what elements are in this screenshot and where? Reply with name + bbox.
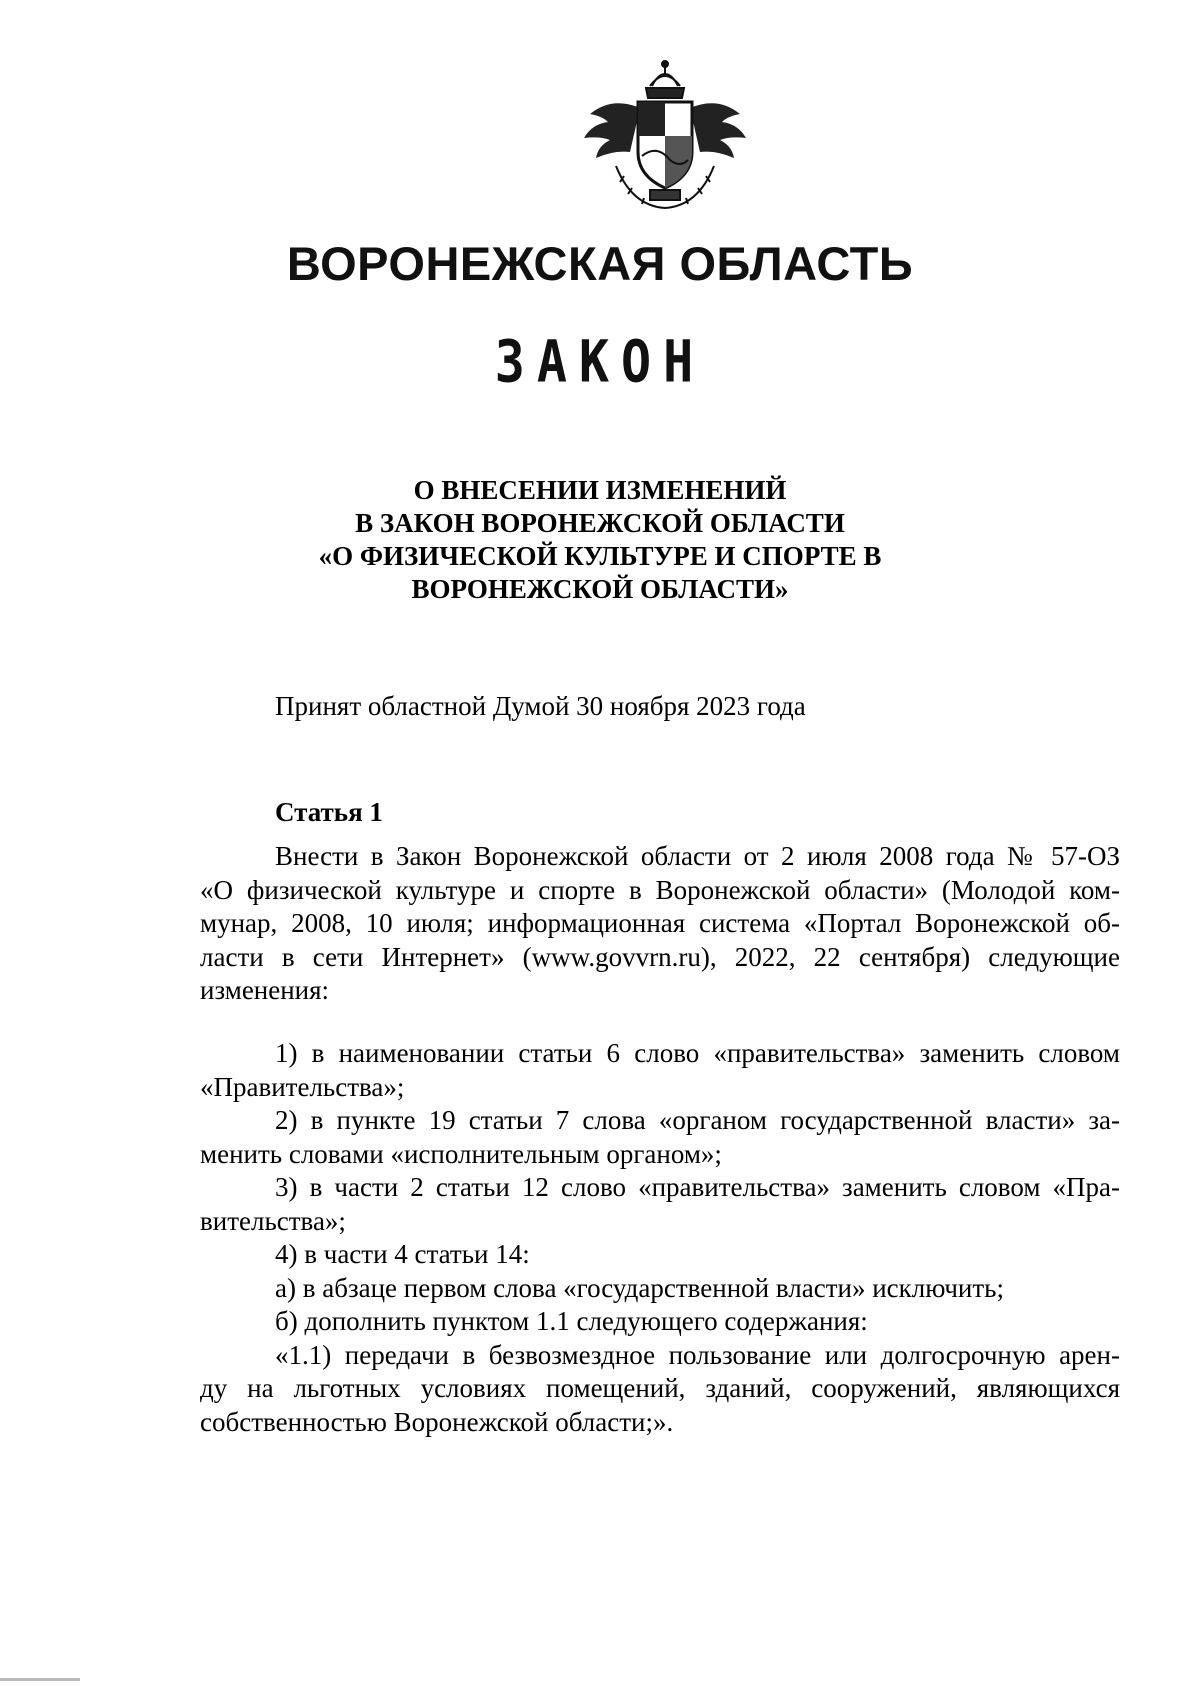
scan-edge-mark bbox=[0, 1678, 80, 1681]
text-line: Внести в Закон Воронежской области от 2 июля 2008 года № 57-ОЗ bbox=[275, 841, 1120, 871]
region-name: ВОРОНЕЖСКАЯ ОБЛАСТЬ bbox=[286, 237, 914, 290]
law-title bbox=[240, 474, 960, 606]
amendment-list bbox=[200, 1037, 1120, 1439]
list-item: а) в абзаце первом слова «государственной власти» исключить; bbox=[275, 1272, 1004, 1303]
law-title-line: ВОРОНЕЖСКОЙ ОБЛАСТИ» bbox=[411, 574, 789, 604]
law-title-line: «О ФИЗИЧЕСКОЙ КУЛЬТУРЕ И СПОРТЕ В bbox=[318, 541, 882, 571]
document-type: ЗАКОН bbox=[494, 328, 706, 396]
coat-of-arms-icon bbox=[572, 56, 758, 214]
list-item: 2) в пункте 19 статьи 7 слова «органом государственной власти» за- bbox=[275, 1105, 1120, 1135]
text-line: мунар, 2008, 10 июля; информационная система «Портал Воронежской об- bbox=[200, 908, 1120, 938]
adoption-note: Принят областной Думой 30 ноября 2023 года bbox=[275, 691, 806, 721]
text-line: ласти в сети Интернет» (www.govvrn.ru), 2022, 22 сентября) следующие bbox=[200, 941, 1120, 972]
list-item: 1) в наименовании статьи 6 слово «правительства» заменить словом bbox=[275, 1038, 1120, 1068]
list-item: б) дополнить пунктом 1.1 следующего содержания: bbox=[275, 1306, 868, 1336]
law-title-line: О ВНЕСЕНИИ ИЗМЕНЕНИЙ bbox=[413, 475, 787, 505]
list-item: 3) в части 2 статьи 12 слово «правительства» заменить словом «Пра- bbox=[275, 1172, 1120, 1202]
list-item-continuation: ду на льготных условиях помещений, зданий, сооружений, являющихся bbox=[200, 1373, 1120, 1403]
list-item-continuation: менить словами «исполнительным органом»; bbox=[200, 1138, 722, 1169]
list-item-continuation: вительства»; bbox=[200, 1205, 346, 1236]
list-item-continuation: собственностью Воронежской области;». bbox=[200, 1406, 674, 1437]
list-item-continuation: «Правительства»; bbox=[200, 1071, 405, 1102]
law-title-line: В ЗАКОН ВОРОНЕЖСКОЙ ОБЛАСТИ bbox=[355, 508, 845, 538]
list-item: «1.1) передачи в безвозмездное пользование или долгосрочную арен- bbox=[275, 1339, 1120, 1370]
article-heading: Статья 1 bbox=[275, 797, 383, 827]
article-intro bbox=[200, 840, 1120, 1008]
text-line: «О физической культуре и спорте в Воронежской области» (Молодой ком- bbox=[200, 874, 1120, 905]
list-item: 4) в части 4 статьи 14: bbox=[275, 1239, 530, 1269]
text-line: изменения: bbox=[200, 975, 330, 1005]
